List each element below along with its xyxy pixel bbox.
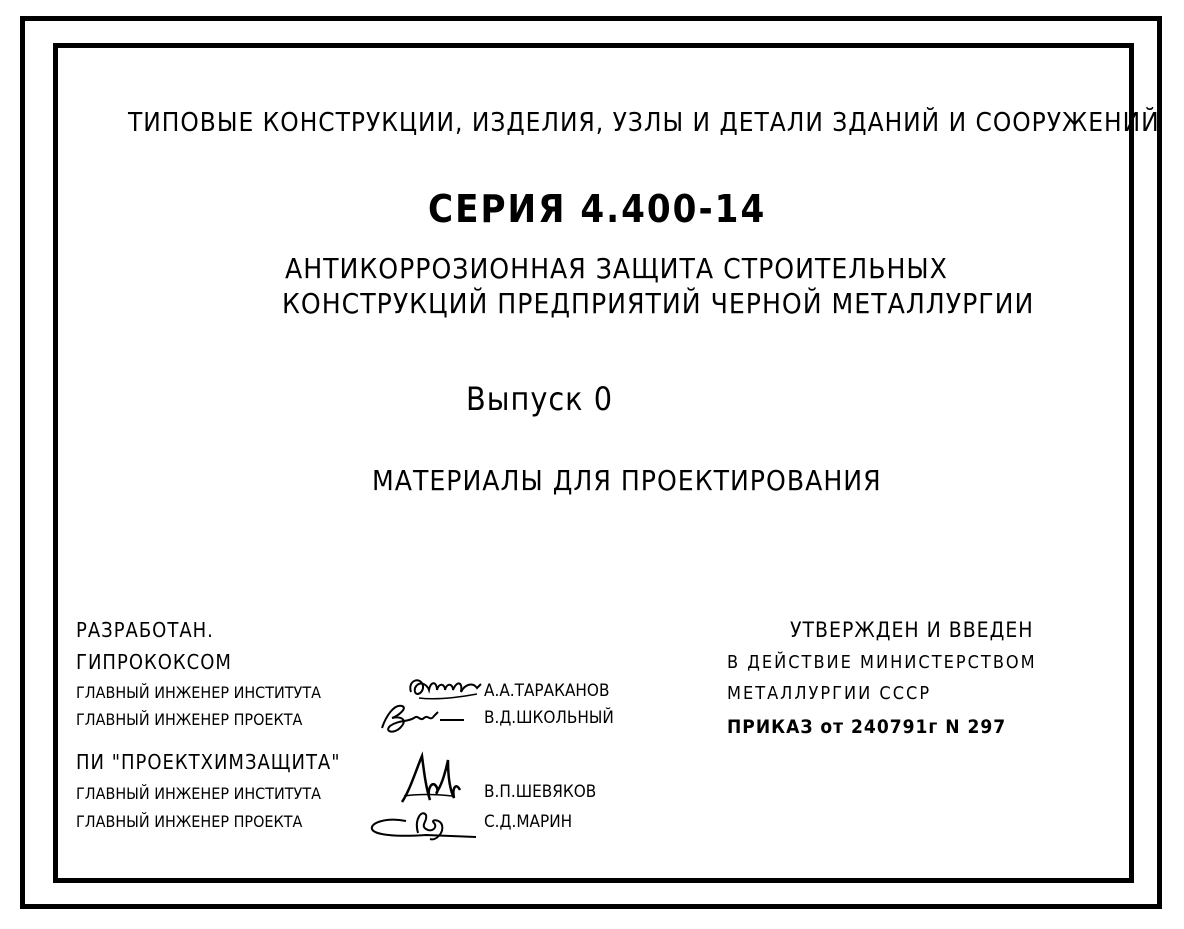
org2-chief-institute-role: ГЛАВНЫЙ ИНЖЕНЕР ИНСТИТУТА — [76, 784, 321, 803]
org1-chief-institute-name: А.А.ТАРАКАНОВ — [484, 681, 610, 701]
approved-line-3: МЕТАЛЛУРГИИ СССР — [727, 683, 932, 704]
issue-title: Выпуск 0 — [466, 380, 614, 418]
approved-line-1: УТВЕРЖДЕН И ВВЕДЕН — [790, 618, 1034, 642]
org2-chief-project-name: С.Д.МАРИН — [484, 812, 573, 832]
developed-label: РАЗРАБОТАН. — [76, 618, 214, 642]
signature-shkolny — [372, 698, 468, 738]
subtitle-line-1: АНТИКОРРОЗИОННАЯ ЗАЩИТА СТРОИТЕЛЬНЫХ — [285, 252, 948, 285]
materials-title: МАТЕРИАЛЫ ДЛЯ ПРОЕКТИРОВАНИЯ — [372, 464, 882, 497]
approval-order: ПРИКАЗ от 240791г N 297 — [727, 716, 1007, 738]
collection-title: ТИПОВЫЕ КОНСТРУКЦИИ, ИЗДЕЛИЯ, УЗЛЫ И ДЕТАЛИ ЗДАНИЙ И СООРУЖЕНИЙ — [128, 108, 1160, 138]
signature-marin — [366, 805, 482, 845]
org1-name: ГИПРОКОКСОМ — [76, 650, 232, 674]
org1-chief-institute-role: ГЛАВНЫЙ ИНЖЕНЕР ИНСТИТУТА — [76, 683, 321, 702]
org2-chief-institute-name: В.П.ШЕВЯКОВ — [484, 782, 597, 802]
signature-shevyakov — [396, 750, 466, 810]
series-title: СЕРИЯ 4.400-14 — [428, 187, 767, 231]
subtitle-line-2: КОНСТРУКЦИЙ ПРЕДПРИЯТИЙ ЧЕРНОЙ МЕТАЛЛУРГИИ — [282, 287, 1035, 320]
org1-chief-project-name: В.Д.ШКОЛЬНЫЙ — [484, 708, 614, 728]
org2-name: ПИ "ПРОЕКТХИМЗАЩИТА" — [76, 750, 341, 774]
org1-chief-project-role: ГЛАВНЫЙ ИНЖЕНЕР ПРОЕКТА — [76, 710, 303, 729]
org2-chief-project-role: ГЛАВНЫЙ ИНЖЕНЕР ПРОЕКТА — [76, 812, 303, 831]
approved-line-2: В ДЕЙСТВИЕ МИНИСТЕРСТВОМ — [727, 652, 1037, 673]
